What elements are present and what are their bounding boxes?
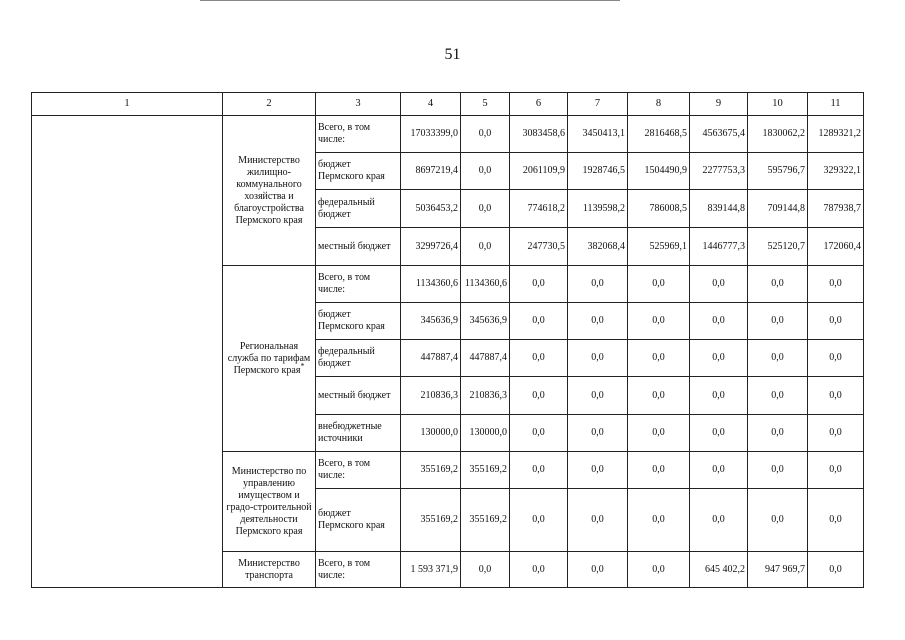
amount-cell: 0,0 bbox=[510, 489, 568, 552]
column-header: 4 bbox=[401, 93, 461, 116]
amount-cell: 0,0 bbox=[808, 452, 864, 489]
funding-source-label: Всего, в том числе: bbox=[316, 266, 401, 303]
column-header: 7 bbox=[568, 93, 628, 116]
amount-cell: 0,0 bbox=[568, 552, 628, 588]
amount-cell: 595796,7 bbox=[748, 153, 808, 190]
amount-cell: 0,0 bbox=[628, 552, 690, 588]
amount-cell: 0,0 bbox=[568, 340, 628, 377]
page-number: 51 bbox=[444, 46, 461, 63]
amount-cell: 0,0 bbox=[808, 415, 864, 452]
organization-cell bbox=[223, 452, 316, 552]
amount-cell: 0,0 bbox=[461, 552, 510, 588]
amount-cell: 0,0 bbox=[690, 377, 748, 415]
amount-cell: 0,0 bbox=[690, 452, 748, 489]
amount-cell: 1928746,5 bbox=[568, 153, 628, 190]
amount-cell: 0,0 bbox=[808, 340, 864, 377]
amount-cell: 645 402,2 bbox=[690, 552, 748, 588]
column-header: 11 bbox=[808, 93, 864, 116]
amount-cell: 0,0 bbox=[628, 340, 690, 377]
amount-cell: 0,0 bbox=[568, 303, 628, 340]
amount-cell: 0,0 bbox=[510, 303, 568, 340]
amount-cell: 0,0 bbox=[808, 303, 864, 340]
funding-source-label: федеральный бюджет bbox=[316, 340, 401, 377]
amount-cell: 3450413,1 bbox=[568, 116, 628, 153]
amount-cell: 839144,8 bbox=[690, 190, 748, 228]
organization-cell bbox=[223, 266, 316, 452]
column-1-blank-cell bbox=[32, 116, 223, 588]
amount-cell: 345636,9 bbox=[461, 303, 510, 340]
top-rule bbox=[200, 0, 620, 1]
organization-cell bbox=[223, 552, 316, 588]
column-header: 10 bbox=[748, 93, 808, 116]
funding-source-label: федеральный бюджет bbox=[316, 190, 401, 228]
amount-cell: 0,0 bbox=[808, 489, 864, 552]
funding-source-label: бюджет Пермского края bbox=[316, 153, 401, 190]
amount-cell: 709144,8 bbox=[748, 190, 808, 228]
amount-cell: 0,0 bbox=[628, 303, 690, 340]
amount-cell: 0,0 bbox=[510, 452, 568, 489]
amount-cell: 1289321,2 bbox=[808, 116, 864, 153]
amount-cell: 787938,7 bbox=[808, 190, 864, 228]
amount-cell: 2277753,3 bbox=[690, 153, 748, 190]
funding-source-label: бюджет Пермского края bbox=[316, 303, 401, 340]
amount-cell: 2061109,9 bbox=[510, 153, 568, 190]
amount-cell: 0,0 bbox=[690, 266, 748, 303]
amount-cell: 447887,4 bbox=[461, 340, 510, 377]
amount-cell: 0,0 bbox=[461, 228, 510, 266]
amount-cell: 0,0 bbox=[510, 552, 568, 588]
amount-cell: 0,0 bbox=[748, 489, 808, 552]
amount-cell: 0,0 bbox=[628, 415, 690, 452]
amount-cell: 0,0 bbox=[690, 303, 748, 340]
amount-cell: 0,0 bbox=[748, 377, 808, 415]
organization-name: Министерство жилищно-коммунального хозяйства и благоустройства Пермского края bbox=[234, 154, 304, 226]
amount-cell: 0,0 bbox=[690, 340, 748, 377]
amount-cell: 355169,2 bbox=[461, 452, 510, 489]
amount-cell: 5036453,2 bbox=[401, 190, 461, 228]
column-header: 2 bbox=[223, 93, 316, 116]
organization-cell bbox=[223, 116, 316, 266]
amount-cell: 947 969,7 bbox=[748, 552, 808, 588]
amount-cell: 1830062,2 bbox=[748, 116, 808, 153]
amount-cell: 786008,5 bbox=[628, 190, 690, 228]
amount-cell: 0,0 bbox=[461, 190, 510, 228]
amount-cell: 3299726,4 bbox=[401, 228, 461, 266]
column-header: 1 bbox=[32, 93, 223, 116]
amount-cell: 0,0 bbox=[748, 303, 808, 340]
amount-cell: 0,0 bbox=[628, 452, 690, 489]
amount-cell: 0,0 bbox=[628, 266, 690, 303]
funding-source-label: Всего, в том числе: bbox=[316, 552, 401, 588]
amount-cell: 329322,1 bbox=[808, 153, 864, 190]
funding-source-label: Всего, в том числе: bbox=[316, 452, 401, 489]
amount-cell: 1139598,2 bbox=[568, 190, 628, 228]
amount-cell: 0,0 bbox=[568, 415, 628, 452]
amount-cell: 0,0 bbox=[461, 153, 510, 190]
amount-cell: 8697219,4 bbox=[401, 153, 461, 190]
amount-cell: 1 593 371,9 bbox=[401, 552, 461, 588]
amount-cell: 382068,4 bbox=[568, 228, 628, 266]
amount-cell: 525120,7 bbox=[748, 228, 808, 266]
amount-cell: 0,0 bbox=[568, 266, 628, 303]
amount-cell: 0,0 bbox=[510, 340, 568, 377]
amount-cell: 4563675,4 bbox=[690, 116, 748, 153]
organization-name: Министерство по управлению имуществом и градо-строительной деятельности Пермского края bbox=[226, 465, 312, 537]
amount-cell: 774618,2 bbox=[510, 190, 568, 228]
amount-cell: 0,0 bbox=[808, 377, 864, 415]
amount-cell: 130000,0 bbox=[461, 415, 510, 452]
column-header: 3 bbox=[316, 93, 401, 116]
amount-cell: 0,0 bbox=[808, 266, 864, 303]
funding-source-label: внебюджетные источники bbox=[316, 415, 401, 452]
funding-source-label: местный бюджет bbox=[316, 228, 401, 266]
amount-cell: 17033399,0 bbox=[401, 116, 461, 153]
funding-source-label: бюджет Пермского края bbox=[316, 489, 401, 552]
amount-cell: 0,0 bbox=[628, 489, 690, 552]
amount-cell: 0,0 bbox=[748, 340, 808, 377]
amount-cell: 355169,2 bbox=[461, 489, 510, 552]
amount-cell: 0,0 bbox=[568, 489, 628, 552]
amount-cell: 1504490,9 bbox=[628, 153, 690, 190]
amount-cell: 447887,4 bbox=[401, 340, 461, 377]
organization-name: Министерство транспорта bbox=[238, 557, 300, 581]
amount-cell: 210836,3 bbox=[401, 377, 461, 415]
amount-cell: 247730,5 bbox=[510, 228, 568, 266]
amount-cell: 355169,2 bbox=[401, 452, 461, 489]
footnote-mark: * bbox=[300, 361, 305, 371]
column-number-row bbox=[32, 93, 864, 116]
amount-cell: 0,0 bbox=[748, 452, 808, 489]
amount-cell: 345636,9 bbox=[401, 303, 461, 340]
amount-cell: 2816468,5 bbox=[628, 116, 690, 153]
amount-cell: 172060,4 bbox=[808, 228, 864, 266]
amount-cell: 3083458,6 bbox=[510, 116, 568, 153]
amount-cell: 210836,3 bbox=[461, 377, 510, 415]
amount-cell: 1446777,3 bbox=[690, 228, 748, 266]
amount-cell: 0,0 bbox=[510, 266, 568, 303]
amount-cell: 1134360,6 bbox=[461, 266, 510, 303]
amount-cell: 0,0 bbox=[628, 377, 690, 415]
column-header: 5 bbox=[461, 93, 510, 116]
amount-cell: 0,0 bbox=[461, 116, 510, 153]
amount-cell: 525969,1 bbox=[628, 228, 690, 266]
amount-cell: 0,0 bbox=[568, 377, 628, 415]
amount-cell: 0,0 bbox=[510, 415, 568, 452]
amount-cell: 0,0 bbox=[748, 415, 808, 452]
funding-source-label: местный бюджет bbox=[316, 377, 401, 415]
column-header: 9 bbox=[690, 93, 748, 116]
amount-cell: 0,0 bbox=[510, 377, 568, 415]
amount-cell: 1134360,6 bbox=[401, 266, 461, 303]
amount-cell: 355169,2 bbox=[401, 489, 461, 552]
column-header: 8 bbox=[628, 93, 690, 116]
column-header: 6 bbox=[510, 93, 568, 116]
funding-source-label: Всего, в том числе: bbox=[316, 116, 401, 153]
amount-cell: 130000,0 bbox=[401, 415, 461, 452]
amount-cell: 0,0 bbox=[568, 452, 628, 489]
amount-cell: 0,0 bbox=[808, 552, 864, 588]
organization-name: Региональная служба по тарифам Пермского края bbox=[227, 340, 311, 376]
amount-cell: 0,0 bbox=[748, 266, 808, 303]
table-body bbox=[32, 116, 864, 588]
amount-cell: 0,0 bbox=[690, 489, 748, 552]
budget-table bbox=[31, 92, 864, 588]
table-row bbox=[32, 116, 864, 153]
amount-cell: 0,0 bbox=[690, 415, 748, 452]
